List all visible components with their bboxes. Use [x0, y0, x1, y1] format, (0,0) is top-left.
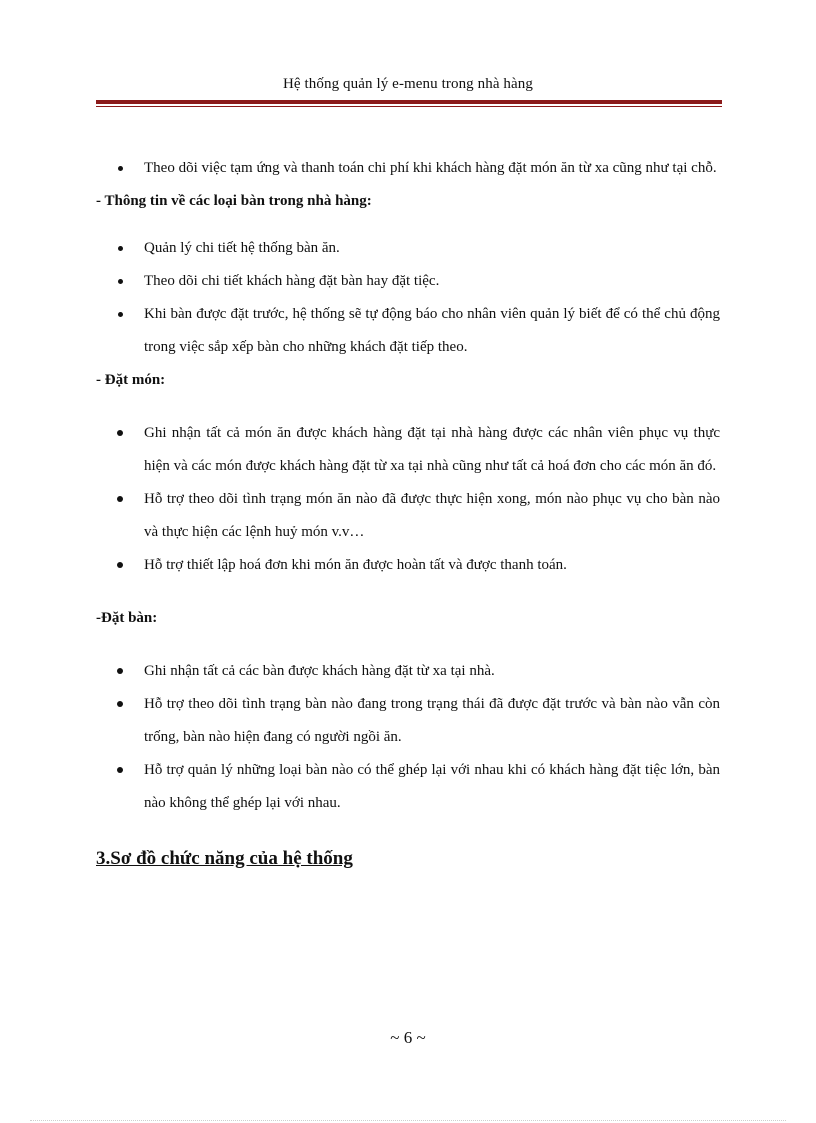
bullet-icon: [117, 562, 123, 568]
list-item: [96, 265, 720, 298]
bullet-icon: [118, 312, 123, 317]
header-rule-thick: [96, 100, 722, 104]
document-body: [96, 152, 720, 874]
list-item: [96, 754, 720, 820]
section-heading-table-info: - Thông tin về các loại bàn trong nhà hàng:: [96, 193, 372, 209]
list-item-text: Quản lý chi tiết hệ thống bàn ăn.: [144, 240, 340, 256]
list-item: [96, 483, 720, 549]
list-item: [96, 232, 720, 265]
bullet-icon: [117, 496, 123, 502]
list-item-text: Khi bàn được đặt trước, hệ thống sẽ tự động báo cho nhân viên quản lý biết để có thể chủ động trong việc sắp xếp bàn cho những khách đặt tiếp theo.: [144, 306, 720, 355]
bullet-icon: [118, 166, 123, 171]
footer-divider: [30, 1120, 786, 1121]
list-item-text: Theo dõi việc tạm ứng và thanh toán chi phí khi khách hàng đặt món ăn từ xa cũng như tại chỗ.: [144, 160, 717, 176]
bullet-icon: [117, 767, 123, 773]
page-header-title: Hệ thống quản lý e-menu trong nhà hàng: [283, 76, 533, 92]
list-item: [96, 417, 720, 483]
bullet-icon: [117, 701, 123, 707]
list-item-text: Hỗ trợ theo dõi tình trạng bàn nào đang trong trạng thái đã được đặt trước và bàn nào vẫn còn trống, bàn nào hiện đang có người ngồi ăn.: [144, 696, 720, 745]
section-heading-3: 3.Sơ đồ chức năng của hệ thống: [96, 848, 353, 869]
bullet-icon: [118, 279, 123, 284]
section-heading-order-food: - Đặt món:: [96, 372, 166, 388]
bullet-icon: [117, 668, 123, 674]
page-number: ~ 6 ~: [390, 1028, 426, 1047]
list-item-text: Hỗ trợ thiết lập hoá đơn khi món ăn được hoàn tất và được thanh toán.: [144, 557, 567, 573]
list-item-text: Theo dõi chi tiết khách hàng đặt bàn hay đặt tiệc.: [144, 273, 440, 289]
list-item: [96, 549, 720, 582]
list-item: [96, 152, 720, 185]
list-item-text: Ghi nhận tất cả các bàn được khách hàng đặt từ xa tại nhà.: [144, 663, 495, 679]
bullet-icon: [117, 430, 123, 436]
list-item: [96, 688, 720, 754]
list-item-text: Hỗ trợ theo dõi tình trạng món ăn nào đã được thực hiện xong, món nào phục vụ cho bàn nào và thực hiện các lệnh huỷ món v.v…: [144, 491, 720, 540]
list-item: [96, 655, 720, 688]
bullet-icon: [118, 246, 123, 251]
list-item-text: Hỗ trợ quản lý những loại bàn nào có thể ghép lại với nhau khi có khách hàng đặt tiệc lớn, bàn nào không thể ghép lại với nhau.: [144, 762, 720, 811]
list-item: [96, 298, 720, 364]
header-rule-thin: [96, 106, 722, 107]
section-heading-book-table: -Đặt bàn:: [96, 610, 158, 626]
list-item-text: Ghi nhận tất cả món ăn được khách hàng đặt tại nhà hàng được các nhân viên phục vụ thực hiện và các món được khách hàng đặt từ xa tại nhà cũng như tất cả hoá đơn cho các món ăn đó.: [144, 425, 720, 474]
